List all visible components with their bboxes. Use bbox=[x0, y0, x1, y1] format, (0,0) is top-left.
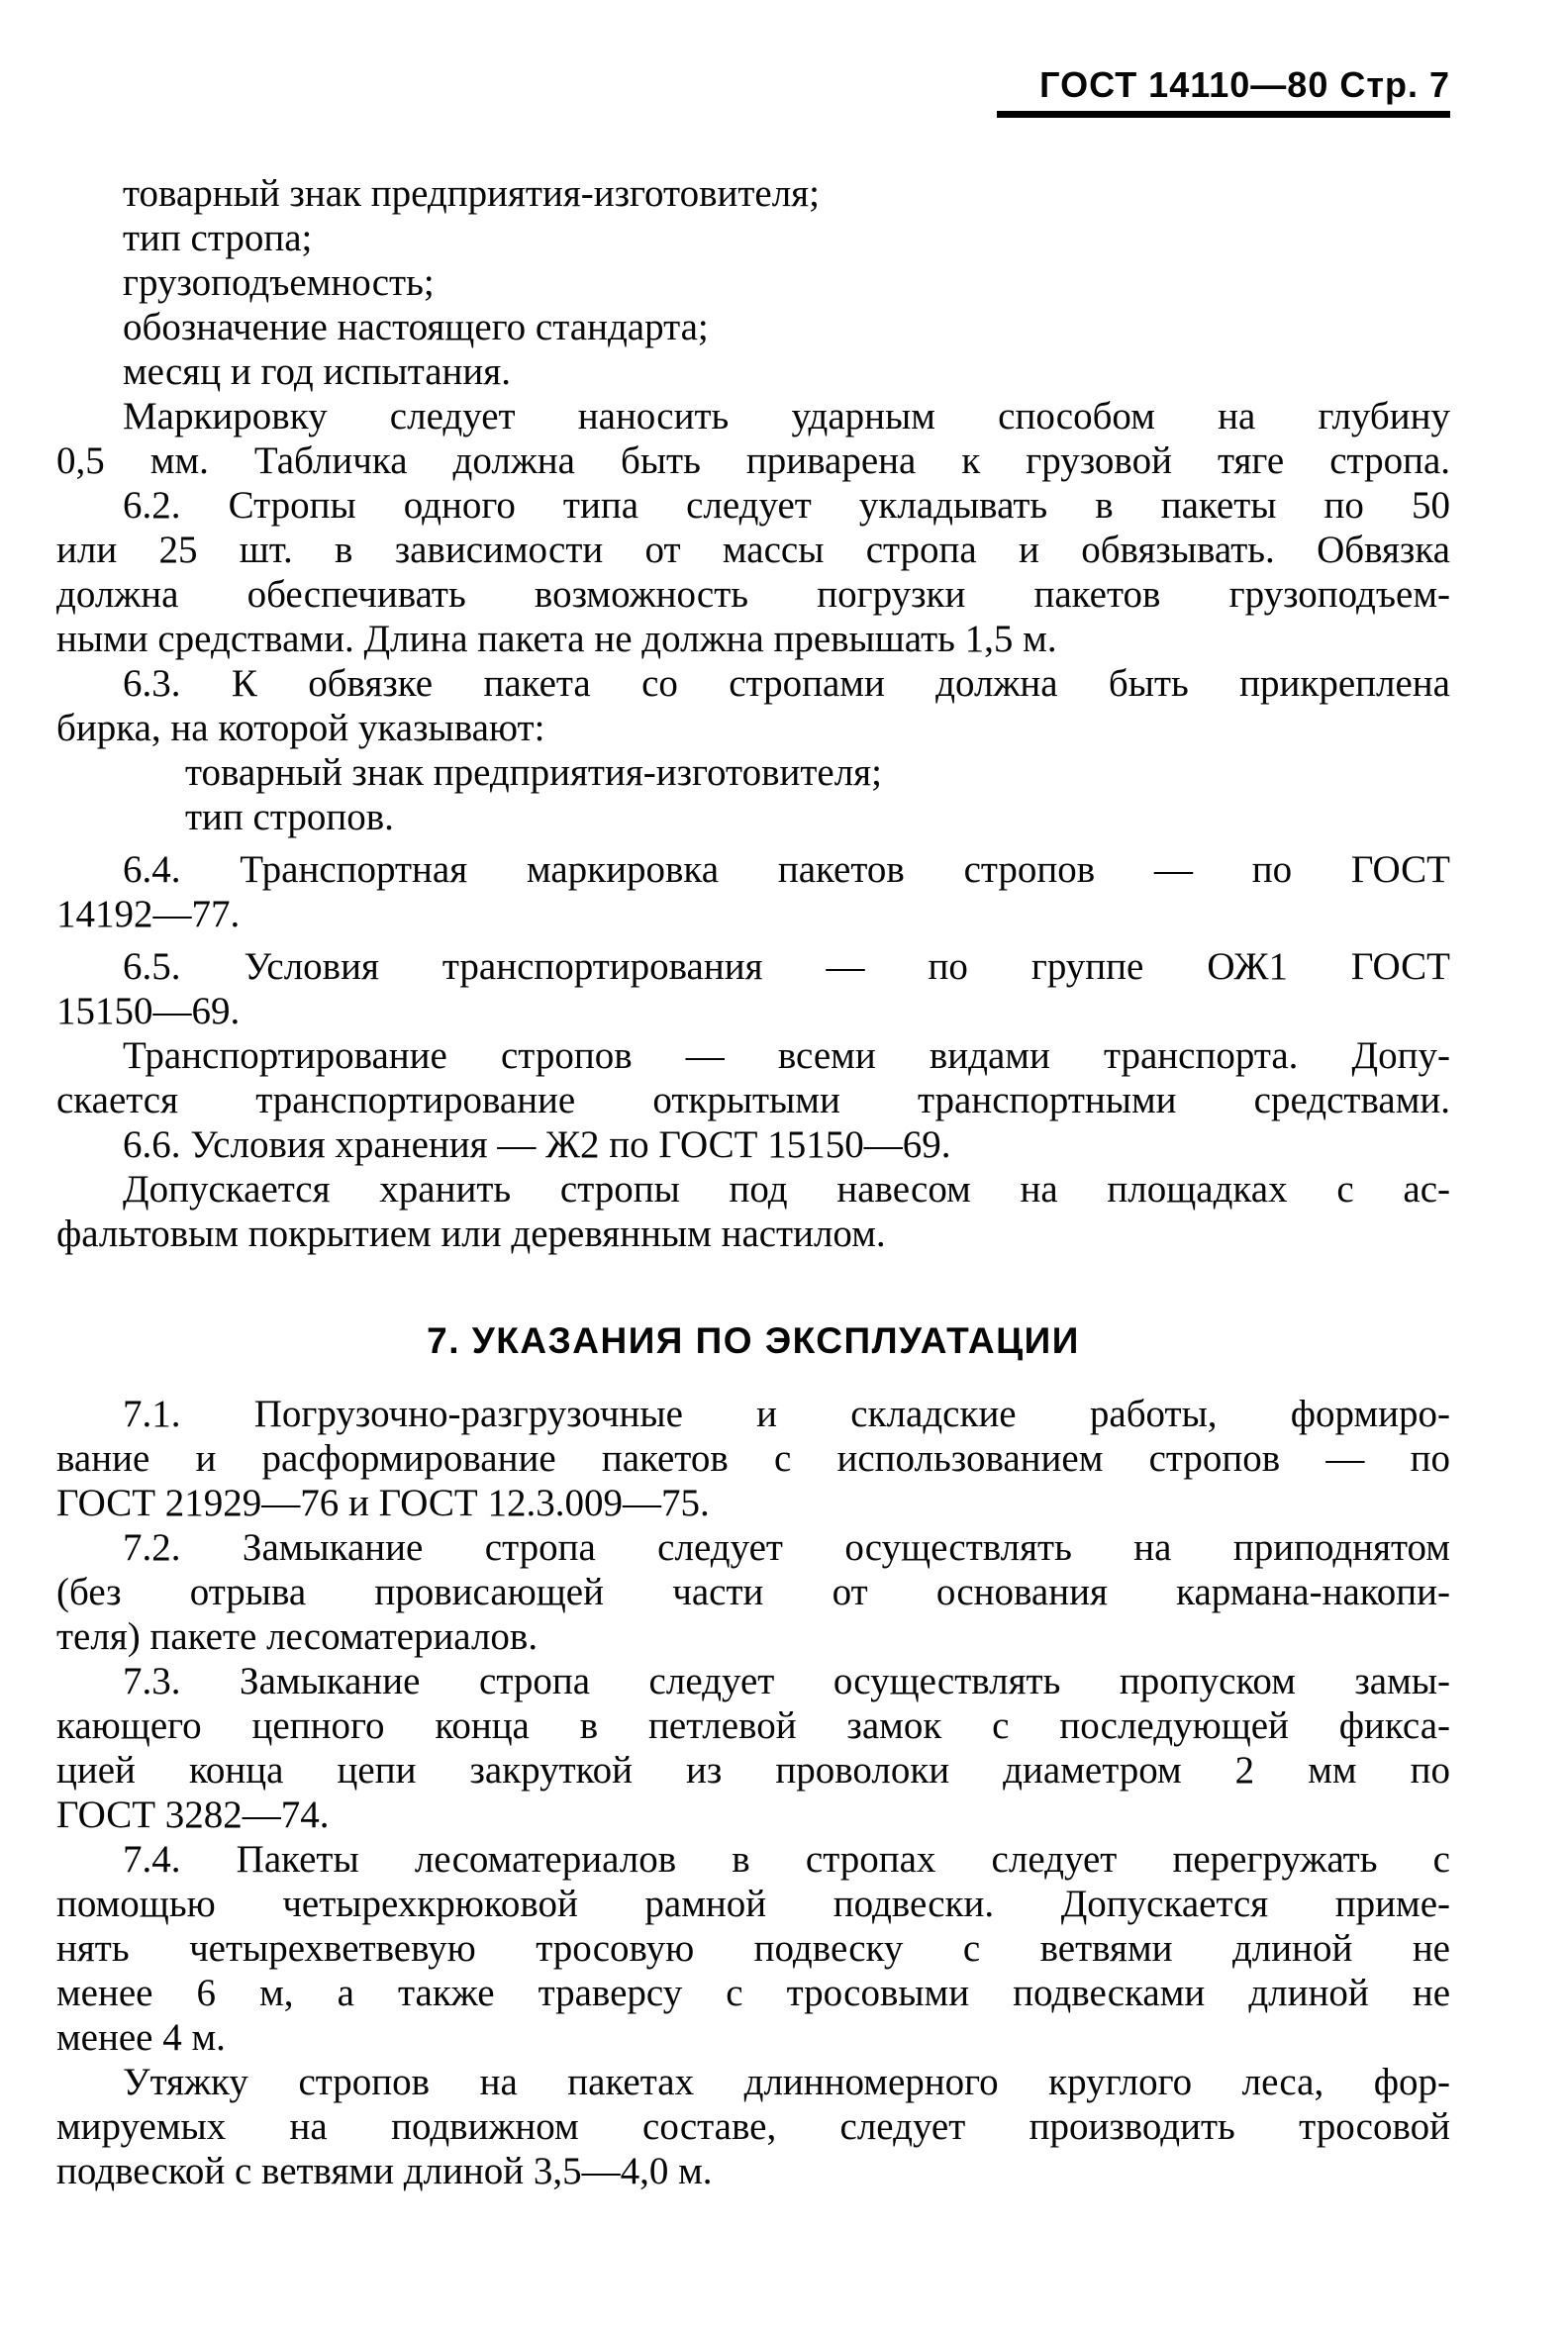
text-line: 14192—77. bbox=[56, 893, 241, 935]
text-line: Утяжку стропов на пакетах длинномерного круглого леса, фор- bbox=[123, 2061, 1450, 2103]
text-line: месяц и год испытания. bbox=[123, 350, 511, 393]
text-line: вание и расформирование пакетов с использованием стропов — по bbox=[56, 1437, 1450, 1480]
text-line: 6.5. Условия транспортирования — по группе ОЖ1 ГОСТ bbox=[123, 945, 1450, 988]
text-line: 7.4. Пакеты лесоматериалов в стропах следует перегружать с bbox=[123, 1838, 1450, 1881]
text-line: скается транспортирование открытыми транспортными средствами. bbox=[56, 1079, 1450, 1121]
text-line: теля) пакете лесоматериалов. bbox=[56, 1615, 539, 1658]
text-line: Маркировку следует наносить ударным способом на глубину bbox=[123, 395, 1450, 437]
text-line: Транспортирование стропов — всеми видами транспорта. Допу- bbox=[123, 1034, 1450, 1077]
document-content bbox=[56, 171, 1450, 2193]
text-line: или 25 шт. в зависимости от массы стропа и обвязывать. Обвязка bbox=[56, 529, 1450, 571]
text-line: подвеской с ветвями длиной 3,5—4,0 м. bbox=[56, 2150, 713, 2192]
text-line: товарный знак предприятия-изготовителя; bbox=[123, 172, 820, 215]
text-line: фальтовым покрытием или деревянным настилом. bbox=[56, 1212, 886, 1255]
text-line: 6.4. Транспортная маркировка пакетов стропов — по ГОСТ bbox=[123, 848, 1450, 891]
text-line: помощью четырехкрюковой рамной подвески. Допускается приме- bbox=[56, 1883, 1450, 1925]
header-rule-divider bbox=[997, 111, 1450, 118]
text-line: мируемых на подвижном составе, следует производить тросовой bbox=[56, 2105, 1450, 2148]
text-line: менее 6 м, а также траверсу с тросовыми подвесками длиной не bbox=[56, 1972, 1450, 2014]
text-line: кающего цепного конца в петлевой замок с последующей фикса- bbox=[56, 1704, 1450, 1747]
text-line: Допускается хранить стропы под навесом на площадках с ас- bbox=[123, 1168, 1450, 1211]
text-line: тип стропа; bbox=[123, 217, 313, 259]
text-line: 0,5 мм. Табличка должна быть приварена к грузовой тяге стропа. bbox=[56, 439, 1450, 482]
text-line: ными средствами. Длина пакета не должна превышать 1,5 м. bbox=[56, 618, 1057, 660]
text-line: цией конца цепи закруткой из проволоки диаметром 2 мм по bbox=[56, 1749, 1450, 1792]
text-line: должна обеспечивать возможность погрузки пакетов грузоподъем- bbox=[56, 573, 1450, 616]
text-line: 6.3. К обвязке пакета со стропами должна быть прикреплена bbox=[123, 662, 1450, 705]
text-line: тип стропов. bbox=[185, 796, 394, 838]
text-line: 6.6. Условия хранения — Ж2 по ГОСТ 15150—69. bbox=[123, 1123, 951, 1166]
text-line: 6.2. Стропы одного типа следует укладывать в пакеты по 50 bbox=[123, 484, 1450, 527]
text-line: бирка, на которой указывают: bbox=[56, 707, 545, 749]
text-line: (без отрыва провисающей части от основания кармана-накопи- bbox=[56, 1571, 1450, 1613]
section-heading: 7. УКАЗАНИЯ ПО ЭКСПЛУАТАЦИИ bbox=[427, 1320, 1080, 1361]
text-line: ГОСТ 3282—74. bbox=[56, 1794, 330, 1836]
text-line: 15150—69. bbox=[56, 990, 241, 1032]
text-line: нять четырехветвевую тросовую подвеску с ветвями длиной не bbox=[56, 1927, 1450, 1970]
text-line: обозначение настоящего стандарта; bbox=[123, 306, 709, 348]
text-line: ГОСТ 21929—76 и ГОСТ 12.3.009—75. bbox=[56, 1482, 710, 1524]
text-line: грузоподъемность; bbox=[123, 261, 435, 304]
text-line: 7.3. Замыкание стропа следует осуществлять пропуском замы- bbox=[123, 1660, 1450, 1702]
text-line: товарный знак предприятия-изготовителя; bbox=[185, 751, 882, 794]
text-line: менее 4 м. bbox=[56, 2016, 226, 2059]
text-line: 7.1. Погрузочно-разгрузочные и складские работы, формиро- bbox=[123, 1393, 1450, 1435]
page-header: ГОСТ 14110—80 Стр. 7 bbox=[1039, 64, 1450, 105]
text-line: 7.2. Замыкание стропа следует осуществлять на приподнятом bbox=[123, 1526, 1450, 1569]
